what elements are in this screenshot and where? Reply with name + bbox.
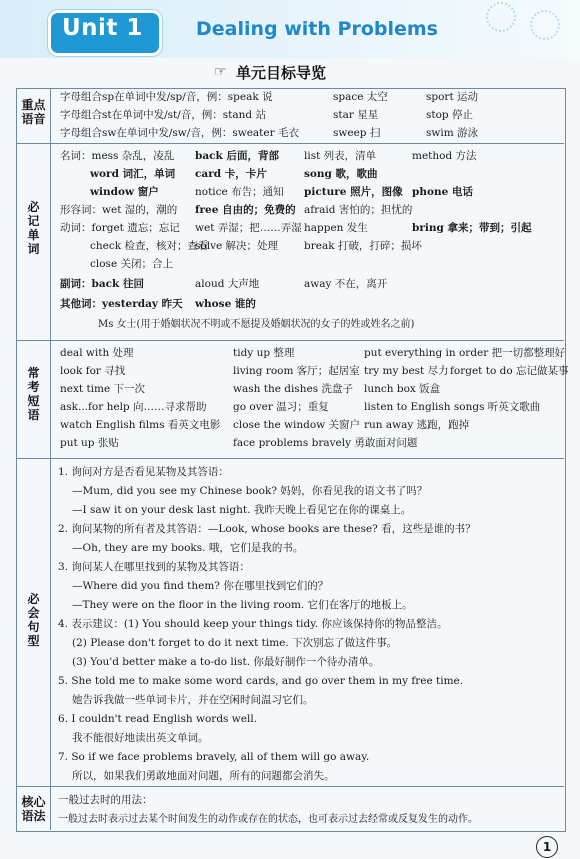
phrase-item: listen to English songs 听英文歌曲 (364, 401, 541, 413)
vocab-item: Ms 女士(用于婚姻状况不明或不愿提及婚姻状况的女子的姓或姓名之前) (98, 319, 415, 330)
sentence-line: 5. She told me to make some word cards, and go over them in my free time. (58, 675, 464, 687)
phonics-word: stop 停止 (426, 109, 473, 121)
page-number: 1 (536, 836, 558, 858)
vocab-item: method 方法 (412, 150, 477, 162)
table-divider (16, 340, 564, 341)
vocab-item: list 列表，清单 (304, 150, 377, 162)
table-divider (16, 458, 564, 459)
vocab-item: notice 布告；通知 (195, 186, 284, 198)
phrase-item: run away 逃跑，跑掉 (364, 419, 470, 431)
vocab-item: wet 弄湿；把……弄湿 (195, 222, 302, 234)
vocab-item: aloud 大声地 (195, 278, 260, 290)
vocab-item: free 自由的；免费的 (195, 204, 296, 216)
phrase-item: look for 寻找 (60, 365, 126, 377)
phonics-word: space 太空 (333, 91, 388, 103)
phrase-item: living room 客厅；起居室 (233, 365, 360, 377)
unit-label: Unit 1 (62, 15, 143, 41)
table-divider (16, 786, 564, 787)
vocab-item: close 关闭；合上 (90, 258, 174, 270)
sentence-line: 我不能很好地读出英文单词。 (72, 732, 209, 744)
phrase-item: next time 下一次 (60, 383, 146, 395)
phonics-line: 字母组合sp在单词中发/sp/音，例：speak 说 (60, 91, 273, 103)
sentence-line: 7. So if we face problems bravely, all of them will go away. (58, 751, 370, 763)
sentence-line: 所以，如果我们勇敢地面对问题，所有的问题都会消失。 (72, 770, 335, 782)
section-label-phonics: 重点 语音 (21, 98, 46, 126)
vocab-item: 其他词：yesterday 昨天 (60, 298, 183, 310)
snowflake-decoration-icon (530, 10, 560, 40)
vocab-item: whose 谁的 (195, 298, 256, 310)
phrase-item: deal with 处理 (60, 347, 134, 359)
sentence-line: (2) Please don't forget to do it next time. 下次别忘了做这件事。 (72, 637, 398, 649)
unit-title: Dealing with Problems (196, 18, 438, 40)
vocab-item: phone 电话 (412, 186, 473, 198)
table-divider (50, 88, 51, 830)
vocab-item: song 歌，歌曲 (304, 168, 378, 180)
table-divider (16, 143, 564, 144)
phonics-word: star 星星 (333, 109, 379, 121)
section-label-grammar: 核心 语法 (21, 795, 46, 823)
vocab-item: happen 发生 (304, 222, 368, 234)
phrase-item: lunch box 饭盒 (364, 383, 441, 395)
phrase-item: tidy up 整理 (233, 347, 295, 359)
sentence-line: 1. 询问对方是否看见某物及其答语： (58, 466, 229, 478)
section-label-sentences: 必 会 句 型 (27, 592, 40, 648)
sentence-line: —They were on the floor in the living room. 它们在客厅的地板上。 (72, 599, 413, 611)
vocab-item: 副词：back 往回 (60, 278, 144, 290)
sentence-line: —Mum, did you see my Chinese book? 妈妈，你看见我的语文书了吗？ (72, 485, 428, 497)
sentence-line: 3. 询问某人在哪里找到的某物及其答语： (58, 561, 250, 573)
phrase-item: close the window 关窗户 (233, 419, 361, 431)
sentence-line: 6. I couldn't read English words well. (58, 713, 258, 725)
sentence-line: 她告诉我做一些单词卡片，并在空闲时间温习它们。 (72, 694, 314, 706)
phrase-item: put up 张贴 (60, 437, 119, 449)
grammar-line: 一般过去时表示过去某个时间发生的动作或存在的状态，也可表示过去经常或反复发生的动作。 (58, 814, 478, 825)
vocab-item: card 卡，卡片 (195, 168, 267, 180)
sentence-line: —I saw it on your desk last night. 我昨天晚上看见它在你的课桌上。 (72, 504, 412, 516)
vocab-item: solve 解决；处理 (195, 240, 279, 252)
phrase-item: go over 温习；重复 (233, 401, 329, 413)
phonics-line: 字母组合sw在单词中发/sw/音，例：sweater 毛衣 (60, 127, 299, 139)
sentence-line: —Oh, they are my books. 哦，它们是我的书。 (72, 542, 304, 554)
page-heading: 单元目标导览 (236, 64, 327, 82)
vocab-item: 形容词：wet 湿的，潮的 (60, 204, 178, 216)
section-label-vocab: 必 记 单 词 (27, 200, 40, 256)
phonics-line: 字母组合st在单词中发/st/音，例：stand 站 (60, 109, 266, 121)
vocab-item: picture 照片，图像 (304, 186, 403, 198)
vocab-item: 动词：forget 遗忘；忘记 (60, 222, 180, 234)
phrase-item: forget to do 忘记做某事 (450, 365, 569, 377)
phonics-word: sport 运动 (426, 91, 479, 103)
sentence-line: 2. 询问某物的所有者及其答语：—Look, whose books are these? 看，这些是谁的书？ (58, 523, 476, 535)
vocab-item: back 后面，背部 (195, 150, 279, 162)
sentence-line: —Where did you find them? 你在哪里找到它们的？ (72, 580, 329, 592)
phrase-item: wash the dishes 洗盘子 (233, 383, 353, 395)
sentence-line: 4. 表示建议：(1) You should keep your things tidy. 你应该保持你的物品整洁。 (58, 618, 448, 630)
vocab-item: bring 拿来；带到；引起 (412, 222, 532, 234)
vocab-item: check 检查，核对；查看 (90, 240, 209, 252)
vocab-item: word 词汇，单词 (90, 168, 176, 180)
sentence-line: (3) You'd better make a to-do list. 你最好制作一个待办清单。 (72, 656, 380, 668)
section-label-phrases: 常 考 短 语 (27, 366, 40, 422)
phrase-item: put everything in order 把一切都整理好 (364, 347, 566, 359)
phonics-word: swim 游泳 (426, 127, 479, 139)
snowflake-decoration-icon (486, 2, 516, 32)
pointing-hand-icon: ☞ (214, 64, 227, 80)
vocab-item: 名词：mess 杂乱，凌乱 (60, 150, 175, 162)
vocab-item: break 打破，打碎；损坏 (304, 240, 422, 252)
vocab-item: afraid 害怕的；担忧的 (304, 204, 413, 216)
phrase-item: watch English films 看英文电影 (60, 419, 221, 431)
vocab-item: window 窗户 (90, 186, 159, 198)
grammar-line: 一般过去时的用法： (58, 794, 153, 806)
phonics-word: sweep 扫 (333, 127, 381, 139)
phrase-item: ask...for help 向……寻求帮助 (60, 401, 207, 413)
phrase-item: face problems bravely 勇敢面对问题 (233, 437, 418, 449)
phrase-item: try my best 尽力 (364, 365, 449, 377)
vocab-item: away 不在，离开 (304, 278, 388, 290)
